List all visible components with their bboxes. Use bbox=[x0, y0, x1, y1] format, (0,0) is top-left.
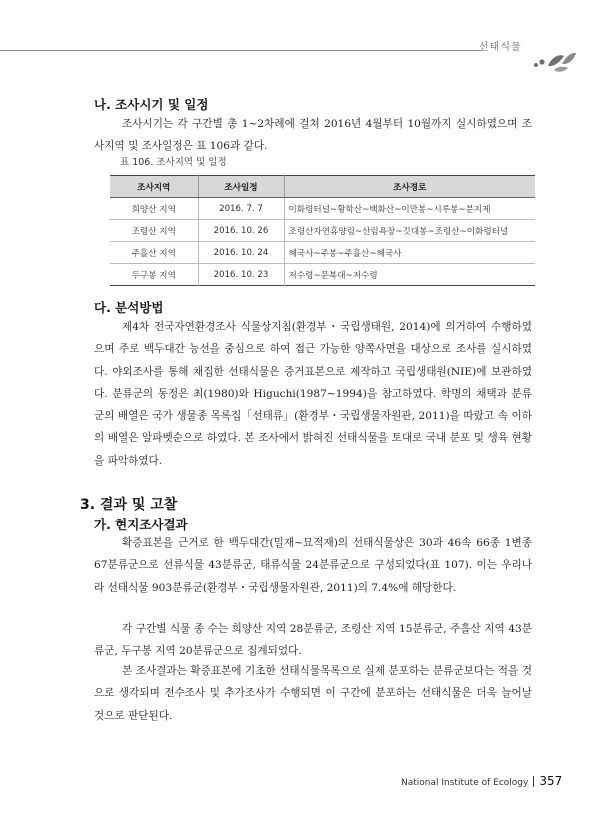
section-heading-da: 다. 분석방법 bbox=[94, 300, 164, 315]
table-cell: 조령산 지역 bbox=[110, 220, 198, 242]
table-cell: 2016. 7. 7 bbox=[198, 198, 284, 220]
table-cell: 주흘산 지역 bbox=[110, 242, 198, 264]
table-row bbox=[110, 242, 535, 264]
paragraph-results-2: 각 구간별 식물 종 수는 희양산 지역 28분류군, 조령산 지역 15분류군, 주흘산 지역 43분류군, 두구봉 지역 20분류군으로 집계되었다. bbox=[94, 623, 532, 658]
table-row bbox=[110, 198, 535, 220]
section-heading-na: 나. 조사시기 및 일정 bbox=[94, 97, 209, 112]
column-header: 조사지역 bbox=[110, 176, 198, 198]
footer-institute: National Institute of Ecology bbox=[401, 778, 529, 788]
table-cell: 2016. 10. 23 bbox=[198, 264, 284, 286]
table-cell: 희양산 지역 bbox=[110, 198, 198, 220]
table-caption: 표 106. 조사지역 및 일정 bbox=[120, 157, 227, 168]
header-rule bbox=[0, 50, 482, 51]
section-heading-ga: 가. 현지조사결과 bbox=[94, 517, 188, 532]
running-header: 선태식물 bbox=[479, 42, 522, 53]
table-row bbox=[110, 264, 535, 286]
page-number: 357 bbox=[539, 774, 563, 788]
survey-schedule-table bbox=[110, 175, 535, 286]
table-cell: 혜국사~주봉~주흘산~혜국사 bbox=[284, 242, 535, 264]
table-cell: 2016. 10. 26 bbox=[198, 220, 284, 242]
leaf-icon bbox=[532, 52, 576, 74]
table-cell: 두구봉 지역 bbox=[110, 264, 198, 286]
column-header: 조사경로 bbox=[284, 176, 535, 198]
paragraph-results-1: 확증표본을 근거로 한 백두대간(밀재~묘적재)의 선태식물상은 30과 46속 66종 1변종 67분류군으로 선류식물 43분류군, 태류식물 24분류군으로 구성되었다(표 107). 이는 우리나라 선태식물 903분류군(환경부・국립생물자원관, 2011)의 7.4%에 해당한다. bbox=[94, 537, 532, 594]
table-cell: 저수령~문복대~저수령 bbox=[284, 264, 535, 286]
table-cell: 이화령터널~황학산~백화산~이만봉~시루봉~분지제 bbox=[284, 198, 535, 220]
column-header: 조사일정 bbox=[198, 176, 284, 198]
table-cell: 2016. 10. 24 bbox=[198, 242, 284, 264]
paragraph-results-3: 본 조사결과는 확증표본에 기초한 선태식물목록으로 실제 분포하는 분류군보다는 적을 것으로 생각되며 전수조사 및 추가조사가 수행되면 이 구간에 분포하는 선태식물은 더욱 늘어날 것으로 판단된다. bbox=[94, 665, 532, 722]
paragraph-survey-period: 조사시기는 각 구간별 총 1~2차례에 걸쳐 2016년 4월부터 10월까지 실시하였으며 조사지역 및 조사일정은 표 106과 같다. bbox=[94, 118, 532, 153]
table-cell: 조령산자연휴양림~산림욕장~깃대봉~조령산~이화령터널 bbox=[284, 220, 535, 242]
table-header-row bbox=[110, 176, 535, 198]
paragraph-methods: 제4차 전국자연환경조사 식물상지침(환경부・국립생태원, 2014)에 의거하여 수행하였으며 주로 백두대간 능선을 중심으로 하여 접근 가능한 양쪽사면을 대상으로 조사를 실시하였다. 야외조사를 통해 채집한 선태식물은 증거표본으로 제작하고 국립생태원(NIE)에 보관하였다. 분류군의 동정은 최(1980)와 Higuchi(1987∼1994)을 참고하였다. 학명의 채택과 분류군의 배열은 국가 생물종 목록집「선태류」(환경부・국립생물자원관, 2011)을 따랐고 속 이하의 배열은 알파벳순으로 하였다. 본 조사에서 밝혀진 선태식물을 토대로 국내 분포 및 생육 현황을 파악하였다. bbox=[94, 321, 532, 467]
section-heading-results: 3. 결과 및 고찰 bbox=[80, 497, 178, 513]
footer-divider bbox=[533, 776, 534, 787]
table-row bbox=[110, 220, 535, 242]
page-footer bbox=[401, 774, 562, 788]
